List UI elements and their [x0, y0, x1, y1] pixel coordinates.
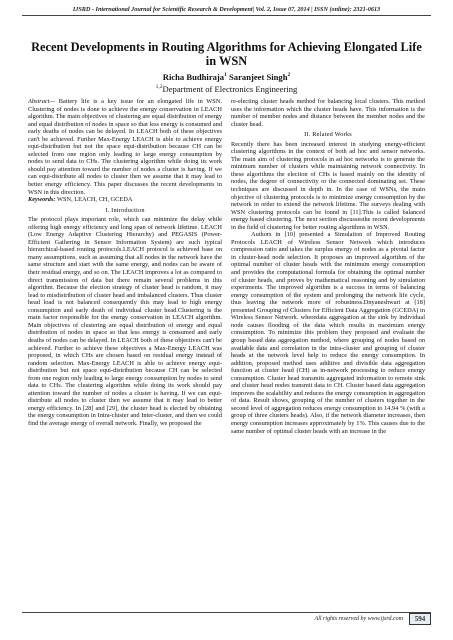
keywords [28, 196, 222, 204]
author-list [30, 70, 423, 82]
title-block [30, 40, 423, 94]
paper-title: Recent Developments in Routing Algorithms for Achieving Elongated Life in WSN [31, 40, 422, 68]
introduction-paragraph: The protocol plays important role, which can minimize the delay while offering high energy efficiency and long span of network lifetime. LEACH (Low Energy Adaptive Clustering Hierarchy) and PEGASIS (Power-Efficient Gathering in Sensor Information System) are such typical hierarchical-based routing protocols.LEACH protocol is achieved base on many assumptions, such as assuming that all nodes in the network have the same structure and start with the same energy, and nodes can be aware of their residual energy, and so on. The LEACH improves a lot as compared to direct transmission of data but there remain several problems in this algorithm. Because the election strategy of cluster head is random, it may lead to misdistribution of cluster head and imbalanced clusters. Thus cluster head load is not balanced consequently this may lead to high energy consumption and early death of individual cluster head.Clustering is the main factor responsible for the energy conservation in LEACH algorithm. Main objectives of clustering are equal distribution of energy and equal distribution of nodes in space so that less energy is consumed and early deaths of nodes can be delayed. In LEACH both of these objectives can't be achieved. Further to achieve these objectives a Max-Energy LEACH was proposed, in which CHs are chosen based on residual energy instead of random selection. Max-Energy LEACH is able to achieve energy equi-distribution but not space equi-distribution because CH can be selected from one region only leading to large energy consumption by nodes to send data to CHs. The clustering algorithm while doing its work should pay attention toward the number of nodes a cluster is having. If we can equi-distribute all nodes to cluster then we assume that it may lead to better energy efficiency. In [28] and [29], the cluster head is elected by obtaining the energy consumption in Intra-cluster and Inter-cluster, and then we could find the average energy of overall network. Finally, we proposed the [28, 216, 222, 427]
affiliation-text: Department of Electronics Engineering [162, 83, 298, 94]
author-sup: 2 [287, 72, 291, 78]
left-column [28, 98, 222, 600]
page-footer [22, 612, 431, 623]
section-heading-introduction: I. Introduction [105, 206, 145, 214]
related-works-paragraph: Authors in [10] presented a Simulation of Improved Routing Protocols LEACH of Wireless Sensor Network which introduces compression ratio and takes the surplus energy of nodes as a pivotal factor in cluster-head node selection. It proposes an improved algorithm of the optimal number of cluster heads with the minimum energy consumption and provides the computational formula for obtaining the optimal number of cluster heads, and proves by mathematical reasoning and by simulation experiments. The improved algorithm is a success in terms of balancing energy consumption of the system and prolonging the network life cycle, thus leaving the network more of robustness.Dnyaneshwari at [18] presented Grouping of Clusters for Efficient Data Aggregation (GCEDA) in Wireless Sensor Network. wheredata aggregation at the sink by individual node causes flooding of the data which results in maximum energy consumption. To minimize this problem they proposed and evaluate the group based data aggregation method, where grouping of nodes based on available data and correlation in the intra-cluster and grouping of cluster heads at the network level help to reduce the energy consumption. In addition, proposed method uses additive and divisible data aggregation function at cluster head (CH) as in-network processing to reduce energy consumption. Cluster head transmits aggregated information to remote sink and cluster head nodes transmit data to CH. Cluster based data aggregation improves the scalability and reduces the energy consumption in aggregation of data. Result shows, grouping of the number of clusters together in the second level of aggregation reduces energy consumption to 14.94 % (with a group of three clusters heads). Also, if the network diameter increases, then energy consumption increases approximately by 1%. This causes due to the same number of optimal cluster heads with an increase in the [231, 231, 425, 435]
keywords-label: Keywords: [28, 196, 56, 204]
abstract-text: Battery life is a key issue for an elongated life in WSN. Clustering of nodes is done to achieve the energy conservation in LEACH algorithm. The main objectives of clustering are equal distribution of energy and equal distribution of nodes in space so that less energy is consumed and early deaths of nodes can be delayed. In LEACH both of these objectives can't be achieved. Further Max-Energy LEACH is able to achieve energy equi-distribution but not the space equi-distribution because CH can be selected from one region only leading to large energy consumption by nodes to send data to CHs. The clustering algorithm while doing its work should pay attention toward the number of nodes a cluster is having. If we can equi-distribute all nodes to cluster then we assume that it may lead to better energy efficiency. This paper discusses the recent developments in WSN in this direction. [28, 98, 222, 196]
author-sup: 1 [224, 72, 227, 78]
journal-header: IJSRD - International Journal for Scientific Research & Development| Vol. 2, Issue 07, 2014 | ISSN (online): 2321-0613 [22, 6, 431, 16]
footer-rights: All rights reserved by www.ijsrd.com [314, 616, 403, 622]
continuation-paragraph: re-electing cluster heads method for balancing local clusters. This method uses the information which the cluster heads have. This information is the number of member nodes and distance between the member nodes and the cluster head. [231, 98, 425, 128]
author-name: Saranjeet Singh [229, 71, 288, 82]
page-number: 594 [409, 613, 431, 625]
affiliation [30, 82, 423, 94]
affiliation-sup: 1,2 [155, 83, 163, 90]
author-name: Richa Budhiraja [162, 71, 225, 82]
keywords-text: WSN, LEACH, CH, GCEDA [56, 196, 133, 204]
right-column [231, 98, 425, 598]
related-works-paragraph: Recently there has been increased interest in studying energy-efficient clustering algorithms in the context of both ad hoc and sensor networks. The main aim of clustering protocols in ad hoc networks is to generate the minimum number of clusters while maintaining network connectivity. In these algorithms the election of CHs is based mainly on the identity of nodes, the degree of connectivity or the connected dominating set. These techniques are discussed in depth in. In the case of WSNs, the main objective of clustering protocols is to minimize energy consumption by the network in order to extend the network lifetime. The surveys dealing with WSN clustering protocols can be found in [11].This is called balanced energy based clustering. The next section discussesthe recent developments in the field of clustering for better routing algorithms in WSN. [231, 140, 425, 231]
section-heading-related-works: II. Related Works [304, 131, 352, 139]
abstract [28, 98, 222, 196]
abstract-label: Abstract— [28, 98, 56, 105]
